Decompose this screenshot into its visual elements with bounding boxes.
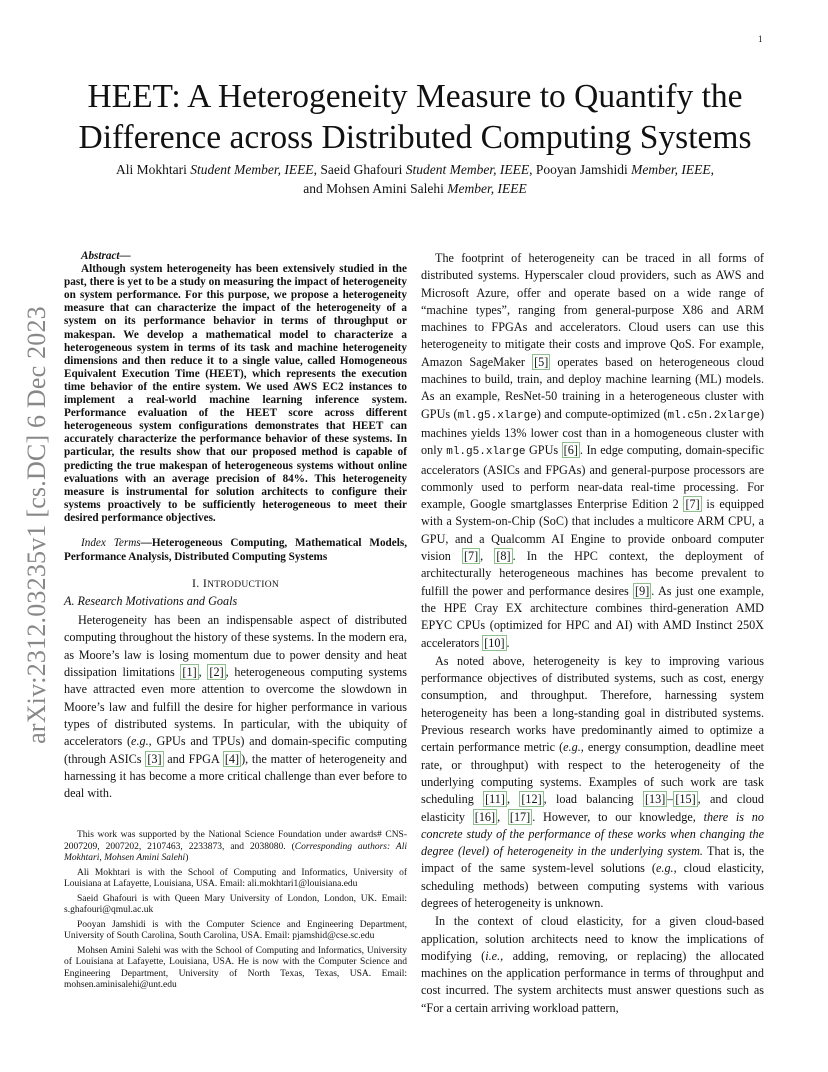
citation-link[interactable]: [8] — [496, 549, 511, 564]
citation-link[interactable]: [9] — [635, 583, 650, 598]
citation-link[interactable]: [16] — [474, 809, 496, 824]
footnotes — [64, 830, 407, 995]
index-terms-body: —Heterogeneous Computing, Mathematical Models, Performance Analysis, Distributed Computing Systems — [64, 536, 407, 563]
paragraph: In the context of cloud elasticity, for a given cloud-based application, solution architects need to know the implications of modifying (i.e., adding, removing, or replacing) the allocated machines on the application performance in terms of throughput and cost incurred. The system architects must answer questions such as “For a certain arriving workload pattern, — [421, 914, 764, 1015]
author-role: Student Member, IEEE — [190, 162, 314, 177]
index-terms-label: Index Terms — [81, 536, 141, 549]
paper-title: HEET: A Heterogeneity Measure to Quantify the Difference across Distributed Computing Systems — [78, 78, 752, 156]
author-name: Mohsen Amini Salehi — [326, 181, 444, 196]
paragraph: As noted above, heterogeneity is key to improving various performance objectives of distributed systems, such as cost, energy consumption, and throughput. Therefore, harnessing system heterogeneity has been a long-standing goal in distributed systems. Previous research works have predominantly aimed to optimize a certain performance metric (e.g., energy consumption, deadline meet rate, or throughput) with respect to the heterogeneity of the underlying computing systems. Examples of such work are task scheduling [11] , [12] , load balancing [13] – [15] , and cloud elasticity [16] , [17] . However, to our knowledge, there is no concrete study of the performance of these works when changing the degree (level) of heterogeneity in the underlying system. That is, the impact of the same system-level solutions (e.g., cloud elasticity, scheduling methods) between computing systems with various degrees of heterogeneity is unknown. — [421, 653, 765, 910]
citation-link[interactable]: [12] — [521, 792, 542, 807]
citation-link[interactable]: [15] — [675, 792, 696, 807]
citation-link[interactable]: [3] — [147, 751, 162, 766]
index-terms — [64, 537, 407, 564]
author-name: Pooyan Jamshidi — [535, 162, 628, 177]
citation-link[interactable]: [2] — [209, 665, 224, 680]
author-list: Ali Mokhtari Student Member, IEEE, Saeid Ghafouri Student Member, IEEE, Pooyan Jamshidi Member, IEEE, and Mohsen Amini Salehi Member, IEEE — [115, 162, 715, 196]
machine-type-code: ml.g5.xlarge — [446, 446, 526, 459]
machine-type-code: ml.c5n.2xlarge — [667, 409, 760, 422]
subsection-heading: A. Research Motivations and Goals — [64, 594, 238, 609]
citation-link[interactable]: [6] — [563, 443, 578, 458]
right-column — [421, 250, 764, 1017]
footnote-author-affiliation: Mohsen Amini Salehi was with the School of Computing and Informatics, University of Louisiana at Lafayette, Louisiana, USA. He is now with the Computer Science and Engineering Department, University of North Texas, Texas, USA. Email: mohsen.aminisalehi@unt.edu — [64, 945, 407, 990]
arxiv-stamp-text: arXiv:2312.03235v1 [cs.DC] 6 Dec 2023 — [22, 306, 51, 744]
author-name: Saeid Ghafouri — [320, 162, 403, 177]
author-role: Student Member, IEEE — [405, 162, 530, 177]
citation-link[interactable]: [10] — [484, 635, 505, 650]
footnote-author-affiliation: Saeid Ghafouri is with Queen Mary University of London, London, UK. Email: s.ghafouri@qmul.ac.uk — [64, 893, 407, 915]
section-heading-introduction — [64, 576, 407, 591]
citation-link[interactable]: [13] — [644, 792, 666, 807]
footnote-funding: This work was supported by the National Science Foundation under awards# CNS-2007209, 2007202, 2107463, 2233873, and 2038080. (Corresponding authors: Ali Mokhtari, Mohsen Amini Salehi) — [64, 830, 407, 863]
abstract — [64, 250, 407, 525]
citation-link[interactable]: [5] — [534, 354, 549, 369]
left-column — [64, 250, 407, 802]
footnote-author-affiliation: Ali Mokhtari is with the School of Computing and Informatics, University of Louisiana at Lafayette, Louisiana, USA. Email: ali.mokhtari1@louisiana.edu — [64, 867, 407, 889]
citation-link[interactable]: [7] — [685, 497, 700, 512]
emphasized-text: there is no concrete study of the performance of these works when changing the degree (level) of heterogeneity in the underlying system. — [421, 809, 764, 859]
author-conjunction: and — [303, 181, 323, 196]
machine-type-code: ml.g5.xlarge — [457, 409, 537, 422]
author-name: Ali Mokhtari — [115, 162, 187, 177]
author-role: Member, IEEE — [447, 181, 527, 196]
paragraph: Heterogeneity has been an indispensable aspect of distributed computing throughout the history of these systems. In the modern era, as Moore’s law is losing momentum due to power density and heat dissipation limitations [1] , [2] , heterogeneous computing systems have attracted even more attention to overcome the slowdown in Moore’s law and fulfill the desire for higher performance in various types of distributed systems. In particular, with the ubiquity of accelerators (e.g., GPUs and TPUs) and domain-specific computing (through ASICs [3] and FPGA [4] ), the matter of heterogeneity and harnessing it has become a more critical challenge than ever before to deal with. — [64, 613, 408, 801]
abstract-heading: Abstract— — [81, 250, 131, 262]
paragraph: The footprint of heterogeneity can be traced in all forms of distributed systems. Hyperscaler cloud providers, such as AWS and Microsoft Azure, offer and operate based on a wide range of “machine types”, ranging from general-purpose X86 and ARM machines to FPGAs and accelerators. Cloud users can use this heterogeneity to mitigate their costs and improve QoS. For example, Amazon SageMaker [5] operates based on heterogeneous cloud machines to build, train, and deploy machine learning (ML) models. As an example, ResNet-50 training in a heterogeneous cluster with GPUs (ml.g5.xlarge) and compute-optimized (ml.c5n.2xlarge) machines yields 13% lower cost than in a homogeneous cluster with only ml.g5.xlarge GPUs [6] . In edge computing, domain-specific accelerators (ASICs and FPGAs) and general-purpose processors are commonly used to perform near-data real-time processing. For example, Google smartglasses Enterprise Edition 2 [7] is equipped with a System-on-Chip (SoC) that includes a multicore ARM CPU, a GPU, and a Qualcomm AI Engine to provide onboard computer vision [7] , [8] . In the HPC context, the deployment of architecturally heterogeneous machines has become prevalent to fulfill the power and performance desires [9] . As just one example, the HPE Cray EX architecture combines third-generation AMD EPYC CPUs (optimized for HPC and AI) with AMD Instinct 250X accelerators [10] . — [421, 251, 764, 650]
citation-link[interactable]: [7] — [463, 549, 479, 564]
citation-link[interactable]: [4] — [224, 751, 240, 766]
citation-link[interactable]: [11] — [485, 792, 505, 807]
citation-link[interactable]: [17] — [509, 809, 531, 824]
section-first-letter: I — [202, 576, 208, 591]
section-numeral: I. — [191, 576, 203, 591]
author-role: Member, IEEE — [631, 162, 711, 177]
footnote-author-affiliation: Pooyan Jamshidi is with the Computer Science and Engineering Department, University of South Carolina, South Carolina, USA. Email: pjamshid@cse.sc.edu — [64, 919, 407, 941]
citation-link[interactable]: [1] — [182, 665, 197, 680]
page-number: 1 — [758, 34, 763, 44]
arxiv-stamp — [20, 290, 54, 760]
abstract-body: Although system heterogeneity has been extensively studied in the past, there is yet to be a study on measuring the impact of heterogeneity on system performance. For this purpose, we propose a heterogeneity measure that can characterize the impact of the heterogeneity of a system on its performance behavior in terms of throughput or makespan. We develop a mathematical model to characterize a heterogeneous system in terms of its task and machine heterogeneity dimensions and then reduce it to a single value, called Homogeneous Equivalent Execution Time (HEET), which represents the execution time behavior of the entire system. We used AWS EC2 instances to implement a real-world machine learning inference system. Performance evaluation of the HEET score across different heterogeneous system configurations demonstrates that HEET can accurately characterize the performance behavior of these systems. In particular, the results show that our proposed method is capable of predicting the true makespan of heterogeneous systems without online evaluations with an average precision of 84%. This heterogeneity measure is instrumental for solution architects to configure their systems proactively to be sufficiently heterogeneous to meet their desired performance objectives. — [64, 263, 407, 524]
section-title-rest: NTRODUCTION — [207, 580, 280, 591]
